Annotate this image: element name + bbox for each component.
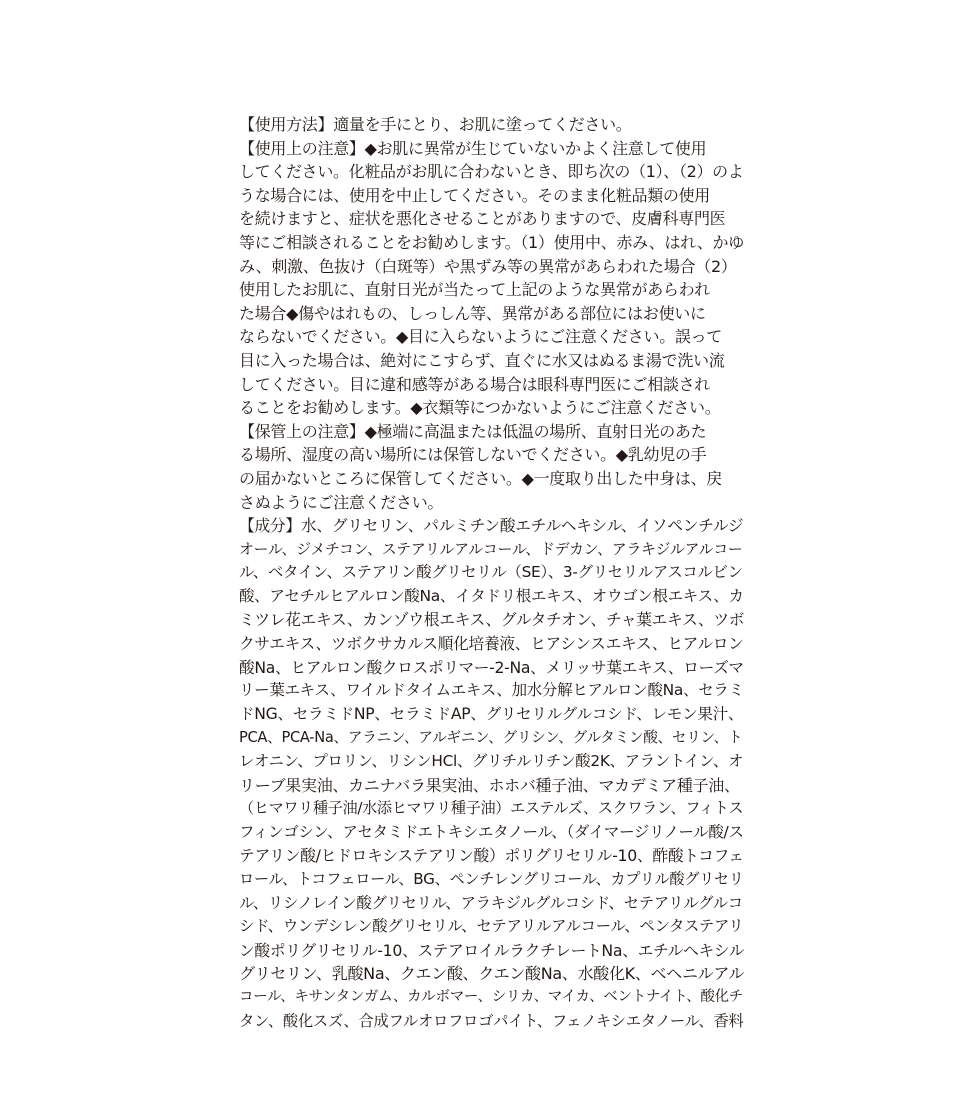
text-line: してください。化粧品がお肌に合わないとき、即ち次の（1）、（2）のよ xyxy=(239,162,744,182)
text-line: 【使用方法】適量を手にとり、お肌に塗ってください。 xyxy=(239,115,632,134)
text-line: さぬようにご注意ください。 xyxy=(239,492,444,512)
text-line: グリセリン、乳酸Na、クエン酸、クエン酸Na、水酸化K、ベヘニルアル xyxy=(239,964,745,984)
text-line: リーブ果実油、カニナバラ果実油、ホホバ種子油、マカデミア種子油、 xyxy=(239,775,740,795)
text-line: フィンゴシン、アセタミドエトキシエタノール、（ダイマージリノール酸/ス xyxy=(239,822,744,841)
text-line: ロール、トコフェロール、BG、ペンチレングリコール、カプリル酸グリセリ xyxy=(239,870,744,888)
text-line: ン酸ポリグリセリル-10、ステアロイルラクチレートNa、エチルヘキシル xyxy=(239,940,745,960)
text-line: の届かないところに保管してください。◆一度取り出した中身は、戻 xyxy=(239,468,723,488)
text-line: してください。目に違和感等がある場合は眼科専門医にご相談され xyxy=(239,374,711,394)
text-line: テアリン酸/ヒドロキシステアリン酸）ポリグリセリル-10、酢酸トコフェ xyxy=(239,846,744,866)
text-line: PCA、PCA-Na、アラニン、アルギニン、グリシン、グルタミン酸、セリン、ト xyxy=(239,729,743,747)
text-line: シド、ウンデシレン酸グリセリル、セテアリルアルコール、ペンタステアリ xyxy=(239,917,744,936)
text-line: ることをお勧めします。◆衣類等につかないようにご注意ください。 xyxy=(239,398,721,418)
label-text-block xyxy=(239,113,744,1033)
text-line: 【保管上の注意】◆極端に高温または低温の場所、直射日光のあた xyxy=(239,421,707,441)
text-line: レオニン、プロリン、リシンHCl、グリチルリチン酸2K、アラントイン、オ xyxy=(239,752,744,771)
text-line: コール、キサンタンガム、カルボマー、シリカ、マイカ、ベントナイト、酸化チ xyxy=(239,988,743,1005)
text-line: た場合◆傷やはれもの、しっしん等、異常がある部位にはお使いに xyxy=(239,303,706,323)
text-line: ル、リシノレイン酸グリセリル、アラキジルグルコシド、セテアリルグルコ xyxy=(239,893,743,912)
text-line: リー葉エキス、ワイルドタイムエキス、加水分解ヒアルロン酸Na、セラミ xyxy=(239,681,744,700)
text-line: 酸、アセチルヒアルロン酸Na、イタドリ根エキス、オウゴン根エキス、カ xyxy=(239,586,744,605)
text-line: み、刺激、色抜け（白斑等）や黒ずみ等の異常があらわれた場合（2） xyxy=(239,256,737,276)
text-line: 目に入った場合は、絶対にこすらず、直ぐに水又はぬるま湯で洗い流 xyxy=(239,350,725,370)
text-line: （ヒマワリ種子油/水添ヒマワリ種子油）エステルズ、スクワラン、フィトス xyxy=(239,799,744,818)
text-line: 【成分】水、グリセリン、パルミチン酸エチルヘキシル、イソペンチルジ xyxy=(239,516,744,536)
text-line: ドNG、セラミドNP、セラミドAP、グリセリルグルコシド、レモン果汁、 xyxy=(239,704,744,723)
text-line: る場所、湿度の高い場所には保管しないでください。◆乳幼児の手 xyxy=(239,445,707,465)
text-line: ル、ベタイン、ステアリン酸グリセリル（SE）、3-グリセリルアスコルビン xyxy=(239,563,743,582)
text-line: 等にご相談されることをお勧めします。（1）使用中、赤み、はれ、かゆ xyxy=(239,232,744,252)
text-line: ミツレ花エキス、カンゾウ根エキス、グルタチオン、チャ葉エキス、ツボ xyxy=(239,610,745,630)
text-line: クサエキス、ツボクサカルス順化培養液、ヒアシンスエキス、ヒアルロン xyxy=(239,634,744,654)
text-line: ならないでください。◆目に入らないようにご注意ください。誤って xyxy=(239,327,723,347)
text-line: うな場合には、使用を中止してください。そのまま化粧品類の使用 xyxy=(239,185,711,205)
text-line: 【使用上の注意】◆お肌に異常が生じていないかよく注意して使用 xyxy=(239,138,707,158)
text-line: オール、ジメチコン、ステアリルアルコール、ドデカン、アラキジルアルコー xyxy=(239,539,743,558)
text-line: 酸Na、ヒアルロン酸クロスポリマー-2-Na、メリッサ葉エキス、ローズマ xyxy=(239,657,744,677)
text-line: 使用したお肌に、直射日光が当たって上記のような異常があらわれ xyxy=(239,280,711,300)
text-line: を続けますと、症状を悪化させることがありますので、皮膚科専門医 xyxy=(239,209,726,229)
text-line: タン、酸化スズ、合成フルオロフロゴパイト、フェノキシエタノール、香料 xyxy=(239,1011,744,1030)
